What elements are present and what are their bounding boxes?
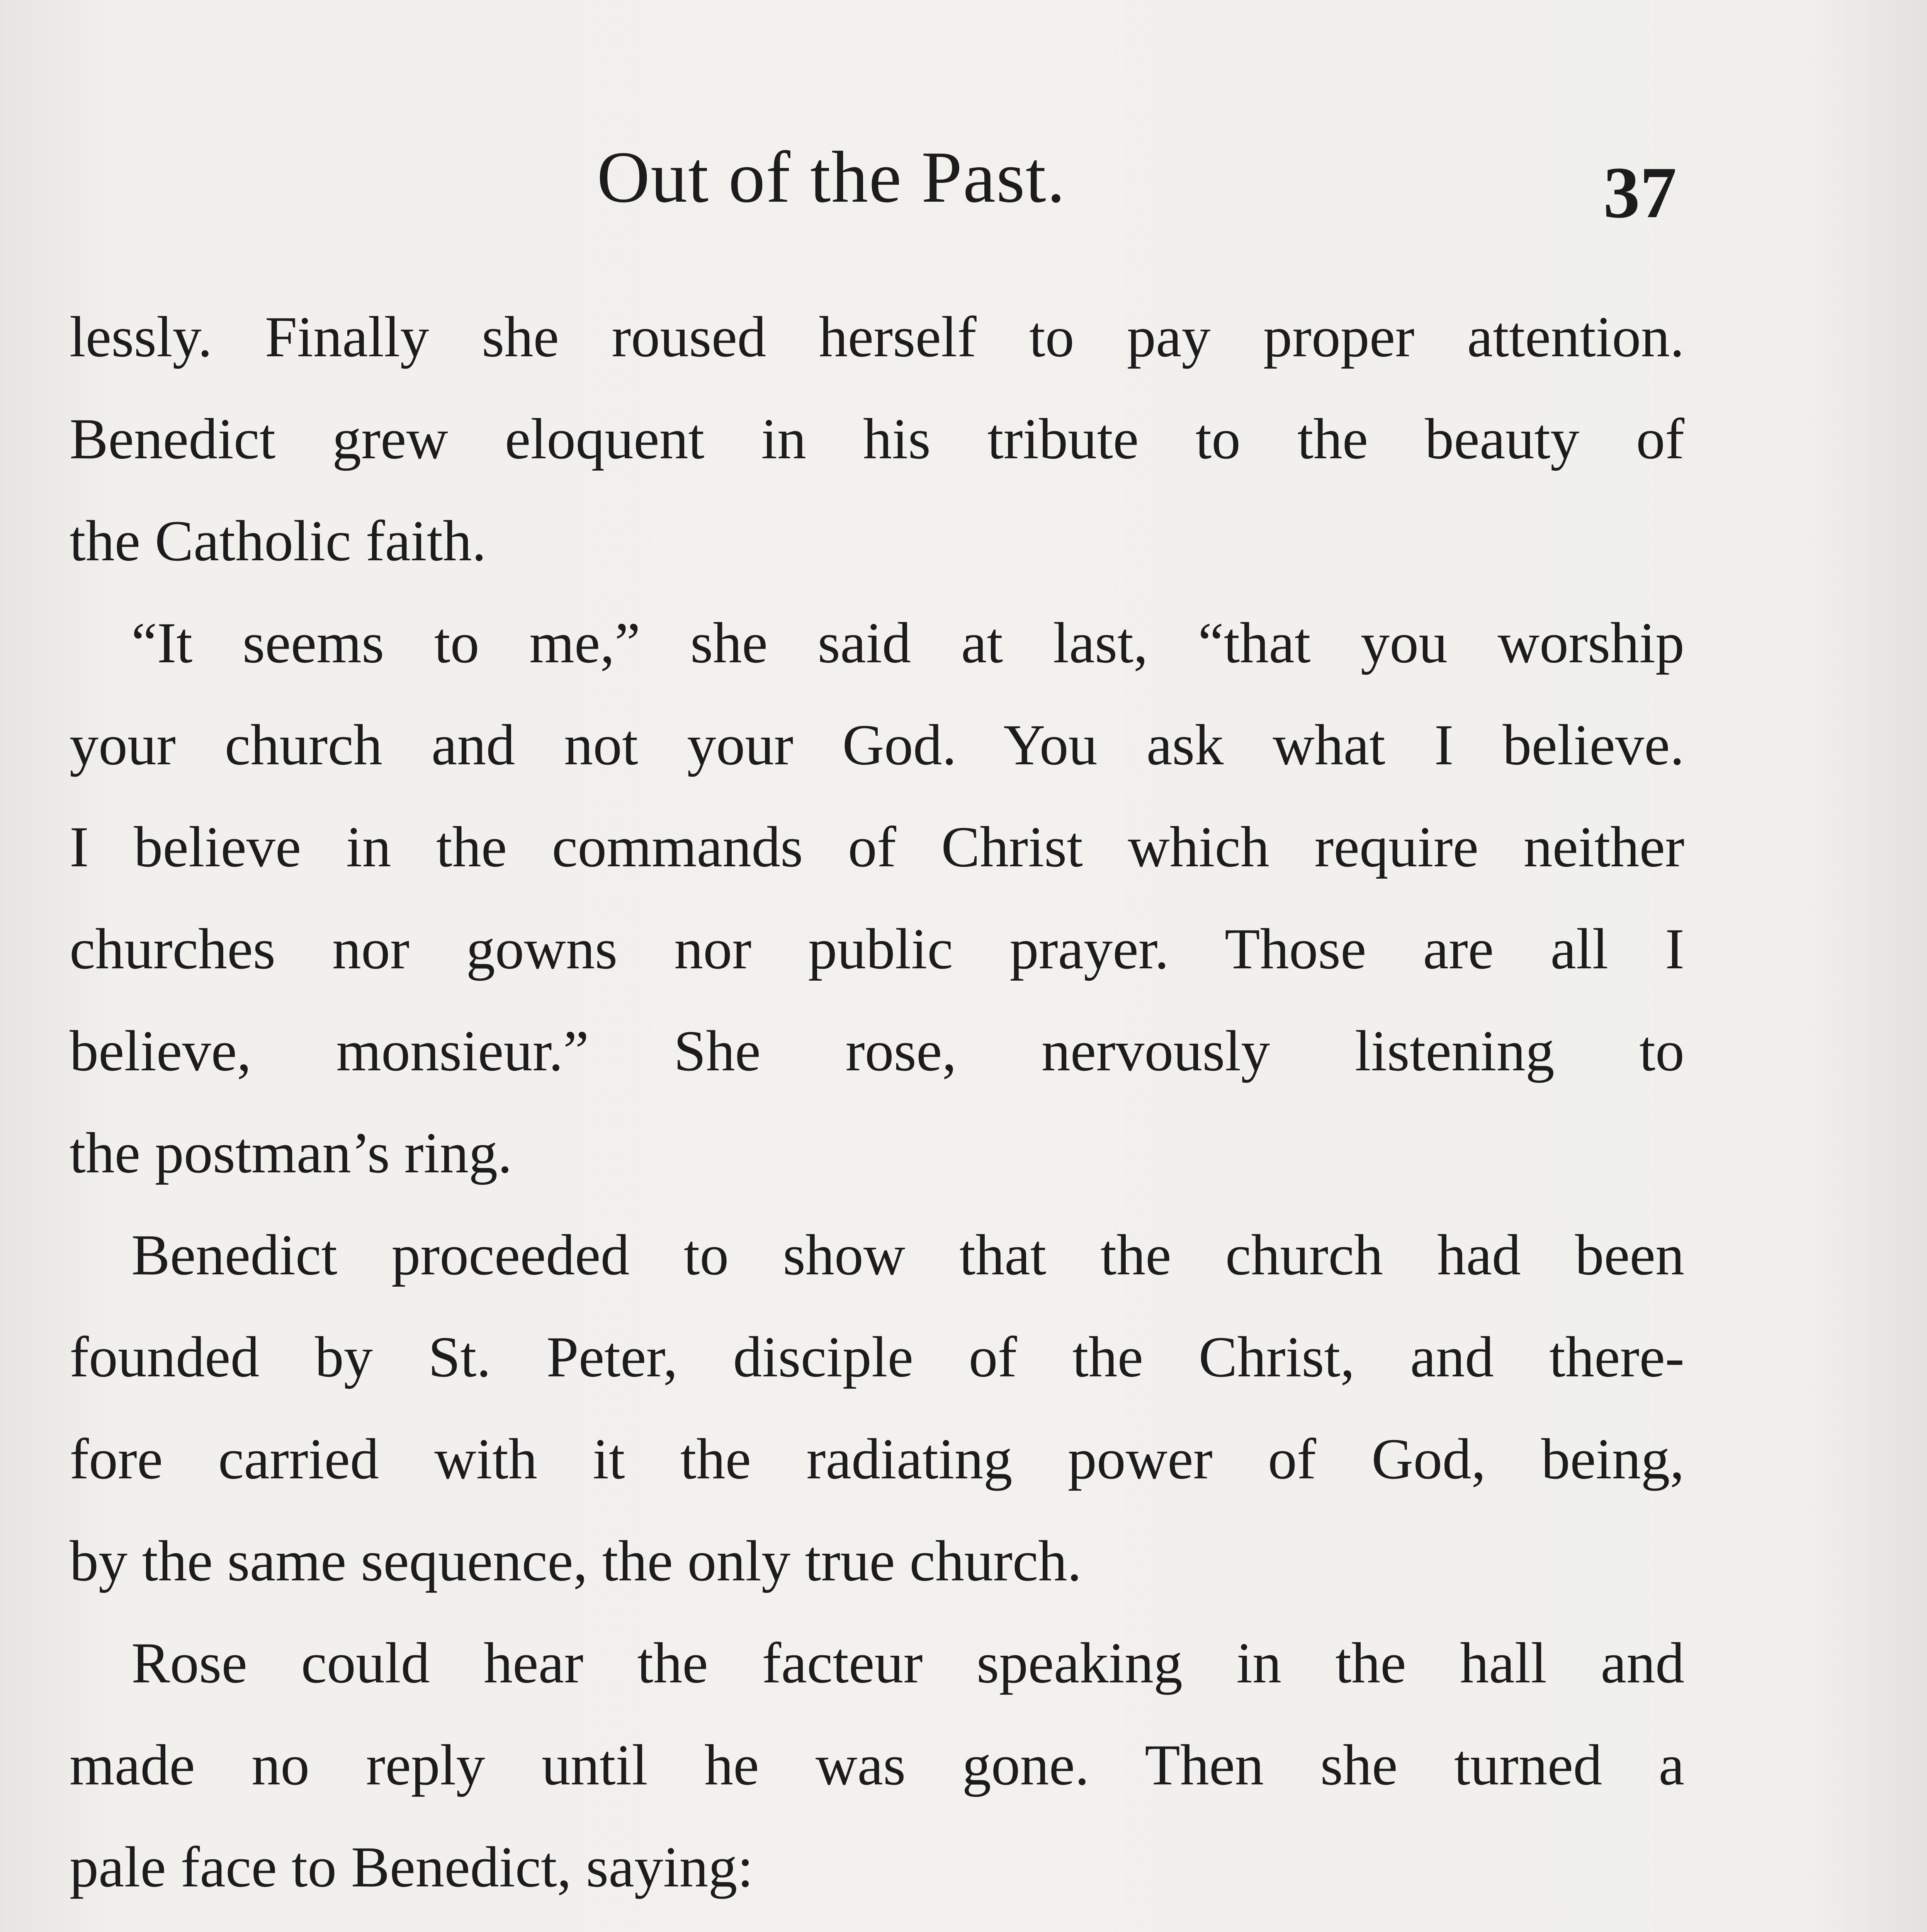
text-line: founded by St. Peter, disciple of the Christ, and there- <box>70 1325 1684 1389</box>
text-line: your church and not your God. You ask what I believe. <box>70 713 1684 777</box>
text-line: churches nor gowns nor public prayer. Those are all I <box>70 917 1684 981</box>
text-line: made no reply until he was gone. Then she turned a <box>70 1733 1684 1797</box>
running-title: Out of the Past. <box>597 137 1066 218</box>
text-line: fore carried with it the radiating power of God, being, <box>70 1427 1684 1491</box>
text-line: believe, monsieur.” She rose, nervously listening to <box>70 1019 1684 1083</box>
body-text <box>70 286 1684 1932</box>
text-line: pale face to Benedict, saying: <box>70 1835 754 1899</box>
page-header <box>0 128 1927 233</box>
text-line: Benedict proceeded to show that the church had been <box>131 1223 1684 1287</box>
text-line: Rose could hear the facteur speaking in the hall and <box>131 1631 1684 1695</box>
text-line: lessly. Finally she roused herself to pay proper attention. <box>70 305 1684 369</box>
text-line: the Catholic faith. <box>70 509 486 573</box>
text-line: the postman’s ring. <box>70 1121 512 1185</box>
text-line: Benedict grew eloquent in his tribute to the beauty of <box>70 407 1684 471</box>
text-line: “It seems to me,” she said at last, “that you worship <box>131 611 1684 675</box>
text-line: by the same sequence, the only true church. <box>70 1529 1082 1593</box>
page-number: 37 <box>1603 152 1677 233</box>
text-line <box>70 1918 1684 1932</box>
text-line: I believe in the commands of Christ which require neither <box>70 815 1684 879</box>
